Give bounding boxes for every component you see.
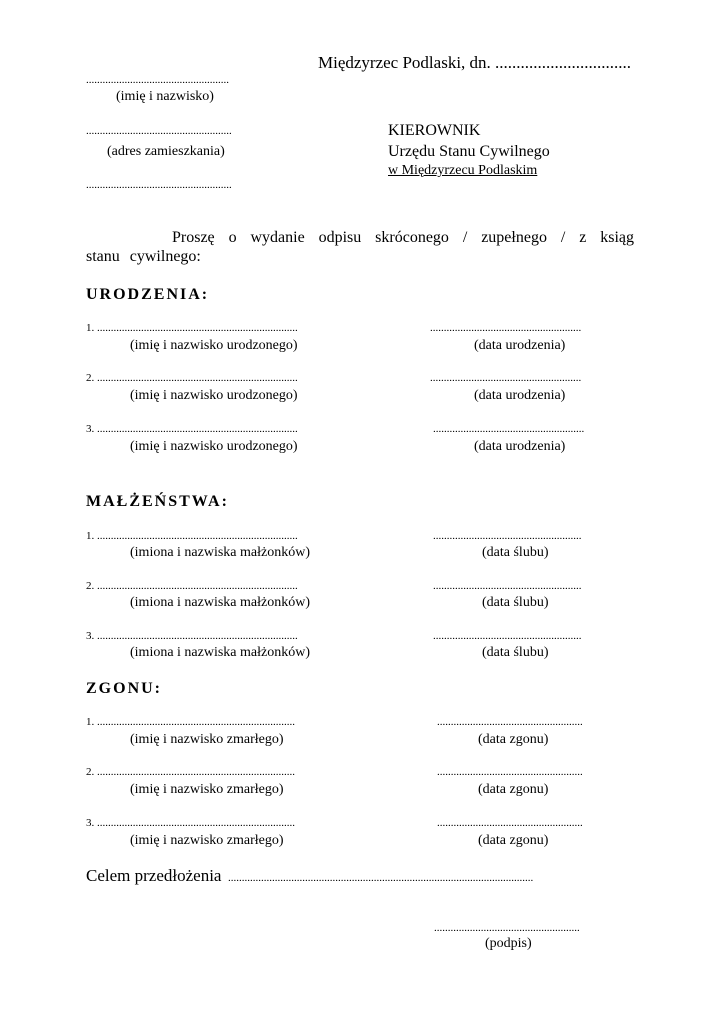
marriage-names-caption-3: (imiona i nazwiska małżonków) [130,645,311,660]
birth-date-caption-2: (data urodzenia) [474,388,566,403]
place-date-line[interactable]: Międzyrzec Podlaski, dn. ................................ [318,53,632,72]
marriage-date-line-1[interactable]: ...................................................... [433,530,582,542]
marriage-date-line-3[interactable]: ...................................................... [433,630,582,642]
marriage-names-caption-1: (imiona i nazwiska małżonków) [130,545,311,560]
deaths-heading: ZGONU: [86,680,162,697]
death-date-line-2[interactable]: ..................................................... [437,766,583,778]
death-name-caption-2: (imię i nazwisko zmarłego) [130,782,284,797]
death-date-caption-2: (data zgonu) [478,782,549,797]
death-name-line-2[interactable]: 2. ........................................................................ [86,766,295,778]
birth-date-caption-3: (data urodzenia) [474,439,566,454]
signature-line[interactable]: ..................................................... [434,922,580,934]
marriage-date-caption-1: (data ślubu) [482,545,549,560]
marriage-names-line-1[interactable]: 1. ......................................................................... [86,530,298,542]
birth-date-line-3[interactable]: ....................................................... [433,423,585,435]
recipient-location: w Międzyrzecu Podlaskim [388,163,538,178]
death-name-line-1[interactable]: 1. ........................................................................ [86,716,295,728]
marriage-names-caption-2: (imiona i nazwiska małżonków) [130,595,311,610]
death-date-caption-3: (data zgonu) [478,833,549,848]
death-date-line-3[interactable]: ..................................................... [437,817,583,829]
death-name-caption-3: (imię i nazwisko zmarłego) [130,833,284,848]
address-field-line-1[interactable]: ..................................................... [86,125,232,137]
birth-name-line-3[interactable]: 3. ......................................................................... [86,423,298,435]
birth-name-line-1[interactable]: 1. ......................................................................... [86,322,298,334]
birth-name-caption-3: (imię i nazwisko urodzonego) [130,439,298,454]
purpose-label: Celem przedłożenia [86,866,222,885]
marriage-date-caption-3: (data ślubu) [482,645,549,660]
death-name-line-3[interactable]: 3. ........................................................................ [86,817,295,829]
signature-caption: (podpis) [485,936,532,951]
death-name-caption-1: (imię i nazwisko zmarłego) [130,732,284,747]
recipient-title: KIEROWNIK [388,122,481,139]
marriage-names-line-3[interactable]: 3. ......................................................................... [86,630,298,642]
births-heading: URODZENIA: [86,286,210,303]
recipient-office: Urzędu Stanu Cywilnego [388,143,550,160]
purpose-field-line[interactable]: ............................................................................................................... [228,872,534,884]
birth-name-caption-2: (imię i nazwisko urodzonego) [130,388,298,403]
marriages-heading: MAŁŻEŃSTWA: [86,493,229,510]
name-caption: (imię i nazwisko) [116,89,214,104]
birth-date-line-1[interactable]: ....................................................... [430,322,582,334]
marriage-date-caption-2: (data ślubu) [482,595,549,610]
marriage-names-line-2[interactable]: 2. ......................................................................... [86,580,298,592]
name-field-line[interactable]: .................................................... [86,74,229,86]
address-caption: (adres zamieszkania) [107,144,225,159]
birth-date-line-2[interactable]: ....................................................... [430,372,582,384]
request-text-line-1: Proszę o wydanie odpisu skróconego / zupełnego / z ksiąg [172,229,634,246]
marriage-date-line-2[interactable]: ...................................................... [433,580,582,592]
birth-date-caption-1: (data urodzenia) [474,338,566,353]
birth-name-line-2[interactable]: 2. ......................................................................... [86,372,298,384]
death-date-caption-1: (data zgonu) [478,732,549,747]
birth-name-caption-1: (imię i nazwisko urodzonego) [130,338,298,353]
death-date-line-1[interactable]: ..................................................... [437,716,583,728]
address-field-line-2[interactable]: ..................................................... [86,179,232,191]
request-text-line-2: stanu cywilnego: [86,248,201,265]
